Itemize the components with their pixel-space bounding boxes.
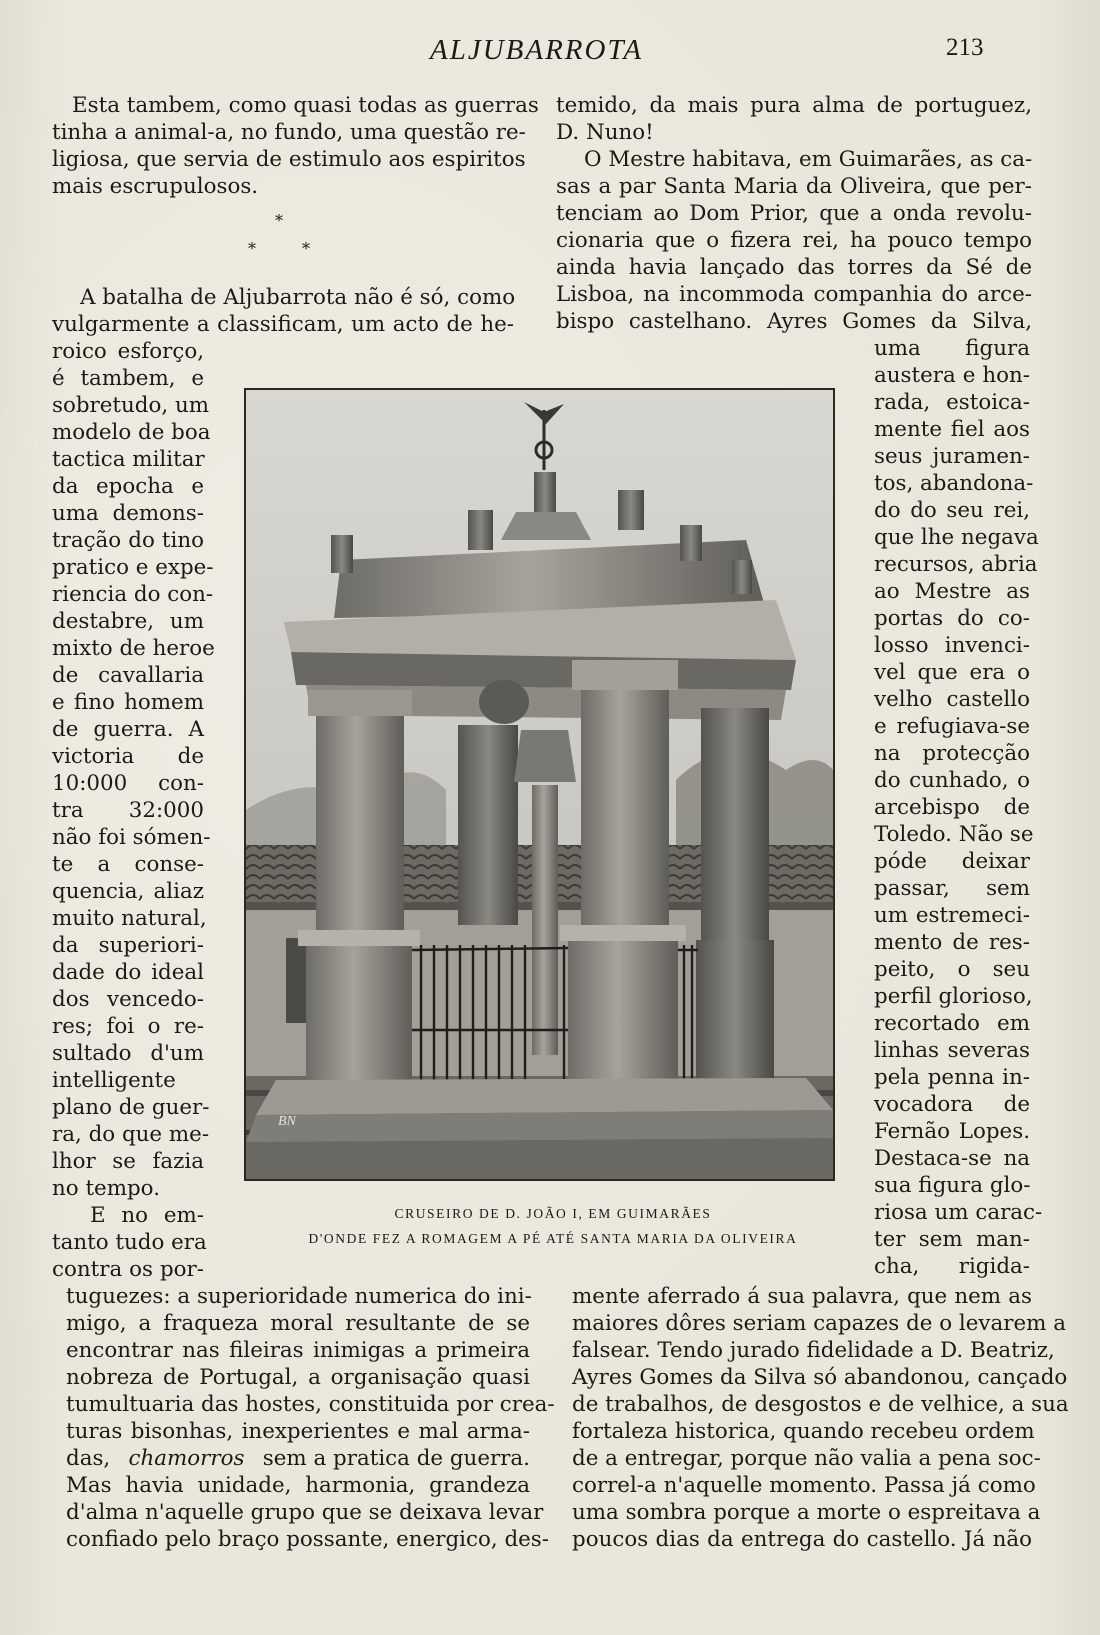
text-line: mais escrupulosos. (52, 174, 259, 199)
monument-illustration (246, 390, 833, 1179)
text-line: mente aferrado á sua palavra, que nem as (572, 1284, 1032, 1309)
text-line: Fernão Lopes. (874, 1119, 1030, 1144)
photo-caption-line2: D'ONDE FEZ A ROMAGEM A PÉ ATÉ SANTA MARIA DA OLIVEIRA (308, 1231, 798, 1246)
text-line: O Mestre habitava, em Guimarães, as ca- (584, 147, 1033, 172)
text-line: peito, o seu (874, 957, 1030, 982)
text-line: do cunhado, o (874, 768, 1030, 793)
text-line: vulgarmente a classificam, um acto de he- (52, 312, 514, 337)
text-line: tração do tino (52, 528, 204, 553)
text-line: bispo castelhano. Ayres Gomes da Silva, (556, 309, 1032, 334)
text-line: Ayres Gomes da Silva só abandonou, cançado (572, 1365, 1068, 1390)
text-line: vocadora de (874, 1092, 1030, 1117)
text-line: fortaleza historica, quando recebeu ordem (572, 1419, 1035, 1444)
text-line: passar, sem (874, 876, 1030, 901)
text-line: na protecção (874, 741, 1030, 766)
photo-signature: BN (278, 1114, 296, 1129)
running-title: ALJUBARROTA (430, 34, 644, 66)
text-line: sobretudo, um (52, 393, 210, 418)
text-line: recortado em (874, 1011, 1030, 1036)
text-line: sua figura glo- (874, 1173, 1031, 1198)
text-line: velho castello (874, 687, 1030, 712)
text-line: muito natural, (52, 906, 207, 931)
text-line: da superiori- (52, 933, 204, 958)
text-line: é tambem, e (52, 366, 204, 391)
text-line: modelo de boa (52, 420, 211, 445)
text-line: pela penna in- (874, 1065, 1030, 1090)
text-line: cha, rigida- (874, 1254, 1030, 1279)
text-line: um estremeci- (874, 903, 1030, 928)
text-line: da epocha e (52, 474, 204, 499)
text-line: uma figura (874, 336, 1030, 361)
text-line: seus juramen- (874, 444, 1030, 469)
text-line: tumultuaria das hostes, constituida por crea- (66, 1392, 555, 1417)
text-line: dade do ideal (52, 960, 204, 985)
text-line: poucos dias da entrega do castello. Já não (572, 1527, 1032, 1552)
text-line: e refugiava-se (874, 714, 1030, 739)
text-line: tactica militar (52, 447, 205, 472)
text-line: Toledo. Não se (874, 822, 1034, 847)
text-line-with-italic (66, 1445, 530, 1472)
text-line: no tempo. (52, 1176, 160, 1201)
text-line: turas bisonhas, inexperientes e mal arma- (66, 1419, 530, 1444)
text-line: temido, da mais pura alma de portuguez, (556, 93, 1032, 118)
text-line: tanto tudo era (52, 1230, 207, 1255)
text-span: sem a pratica de guerra. (262, 1446, 530, 1471)
text-line: portas do co- (874, 606, 1030, 631)
text-line: mixto de heroe (52, 636, 215, 661)
text-line: falsear. Tendo jurado fidelidade a D. Beatriz, (572, 1338, 1055, 1363)
text-line: nobreza de Portugal, a organisação quasi (66, 1365, 530, 1390)
text-line: de guerra. A (52, 717, 204, 742)
text-line: Lisboa, na incommoda companhia do arce- (556, 282, 1032, 307)
text-line: vel que era o (874, 660, 1030, 685)
text-line: encontrar nas fileiras inimigas a primeira (66, 1338, 530, 1363)
text-line: d'alma n'aquelle grupo que se deixava levar (66, 1500, 544, 1525)
text-line: confiado pelo braço possante, energico, des- (66, 1527, 550, 1552)
text-line: rada, estoica- (874, 390, 1030, 415)
text-line: ligiosa, que servia de estimulo aos espiritos (52, 147, 526, 172)
asterism-star: * (302, 239, 310, 258)
text-line: que lhe negava (874, 525, 1039, 550)
text-line: ter sem man- (874, 1227, 1030, 1252)
text-line: Mas havia unidade, harmonia, grandeza (66, 1473, 530, 1498)
text-line: A batalha de Aljubarrota não é só, como (80, 285, 516, 310)
text-line: E no em- (90, 1203, 204, 1228)
text-line: e fino homem (52, 690, 204, 715)
text-line: D. Nuno! (556, 120, 654, 145)
text-line: riencia do con- (52, 582, 214, 607)
text-line: correl-a n'aquelle momento. Passa já como (572, 1473, 1036, 1498)
text-line: intelligente (52, 1068, 176, 1093)
text-line: migo, a fraqueza moral resultante de se (66, 1311, 530, 1336)
text-line: de trabalhos, de desgostos e de velhice, a sua (572, 1392, 1069, 1417)
text-line: tra 32:000 (52, 798, 204, 823)
cruzeiro-photo (244, 388, 835, 1181)
text-line: sultado d'um (52, 1041, 204, 1066)
text-line: maiores dôres seriam capazes de o levarem a (572, 1311, 1066, 1336)
text-line: res; foi o re- (52, 1014, 204, 1039)
text-line: do do seu rei, (874, 498, 1030, 523)
text-line: quencia, aliaz (52, 879, 204, 904)
text-line: tos, abandona- (874, 471, 1034, 496)
text-span: das, (66, 1446, 111, 1471)
text-line: destabre, um (52, 609, 204, 634)
text-line: roico esforço, (52, 339, 204, 364)
text-line: uma sombra porque a morte o espreitava a (572, 1500, 1041, 1525)
text-line: Destaca-se na (874, 1146, 1030, 1171)
asterism-star: * (248, 239, 256, 258)
text-line: mente fiel aos (874, 417, 1030, 442)
text-line: sas a par Santa Maria da Oliveira, que per- (556, 174, 1032, 199)
italic-word: chamorros (128, 1446, 245, 1471)
page-number: 213 (946, 34, 984, 61)
text-line: 10:000 con- (52, 771, 204, 796)
text-line: uma demons- (52, 501, 204, 526)
asterism-star: * (275, 211, 283, 230)
text-line: ao Mestre as (874, 579, 1030, 604)
text-line: tenciam ao Dom Prior, que a onda revolu- (556, 201, 1032, 226)
text-line: arcebispo de (874, 795, 1030, 820)
text-line: losso invenci- (874, 633, 1030, 658)
text-line: austera e hon- (874, 363, 1030, 388)
text-line: cionaria que o fizera rei, ha pouco tempo (556, 228, 1032, 253)
text-line: pratico e expe- (52, 555, 214, 580)
text-line: linhas severas (874, 1038, 1030, 1063)
text-line: mento de res- (874, 930, 1030, 955)
text-line: tuguezes: a superioridade numerica do ini- (66, 1284, 532, 1309)
text-line: victoria de (52, 744, 204, 769)
text-line: lhor se fazia (52, 1149, 204, 1174)
text-line: te a conse- (52, 852, 204, 877)
text-line: dos vencedo- (52, 987, 204, 1012)
text-line: de a entregar, porque não valia a pena soc- (572, 1446, 1041, 1471)
text-line: póde deixar (874, 849, 1030, 874)
text-line: tinha a animal-a, no fundo, uma questão re- (52, 120, 526, 145)
text-line: perfil glorioso, (874, 984, 1033, 1009)
text-line: Esta tambem, como quasi todas as guerras (72, 93, 539, 118)
text-line: recursos, abria (874, 552, 1038, 577)
text-line: contra os por- (52, 1257, 204, 1282)
text-line: ainda havia lançado das torres da Sé de (556, 255, 1032, 280)
text-line: não foi sómen- (52, 825, 211, 850)
text-line: ra, do que me- (52, 1122, 210, 1147)
text-line: riosa um carac- (874, 1200, 1043, 1225)
text-line: de cavallaria (52, 663, 204, 688)
text-line: plano de guer- (52, 1095, 210, 1120)
photo-caption-line1: CRUSEIRO DE D. JOÃO I, EM GUIMARÃES (394, 1206, 712, 1221)
